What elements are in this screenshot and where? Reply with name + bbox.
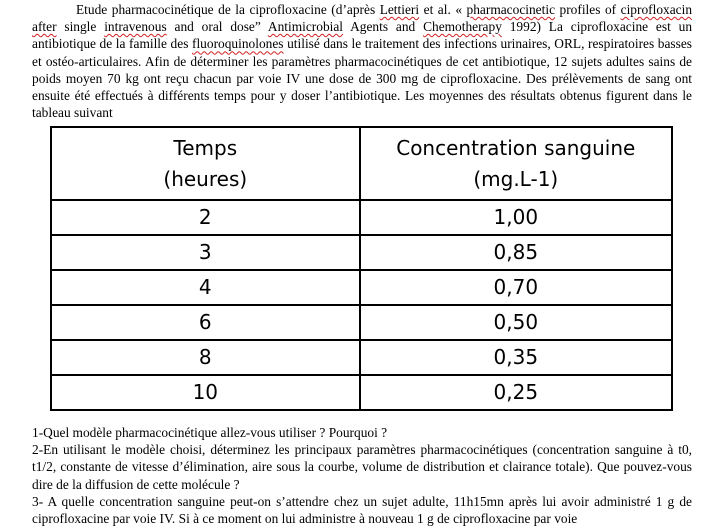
table-row (51, 270, 672, 305)
intro-text-part: Agents and (343, 19, 424, 35)
concentration-cell: 0,85 (360, 235, 672, 270)
author-name: Lettieri (379, 2, 420, 17)
time-cell: 10 (51, 375, 360, 410)
spellcheck-word: after (32, 19, 57, 35)
intro-text-part: et al. « (419, 2, 467, 17)
table-row (51, 235, 672, 270)
questions-section (32, 424, 692, 527)
concentration-cell: 0,25 (360, 375, 672, 410)
intro-text-part: utilisé dans le traitement des infections urinaires, ORL, respiratoires basses et ostéo-articulaires. Afin de déterminer les paramètres pharmacocinétiques de cet antibiotique, 12 sujets adultes sains de poids moyen 70 kg ont reçu chacun par voie IV une dose de 300 mg de ciprofloxacine. Des prélèvements de sang ont ensuite été effectués à différents temps pour y doser l’antibiotique. Les moyennes des résultats obtenus figurent dans le tableau suivant (32, 36, 693, 121)
time-cell: 8 (51, 340, 360, 375)
intro-text-part: Etude pharmacocinétique de la ciprofloxacine (d’après (76, 2, 380, 17)
question-1: 1-Quel modèle pharmacocinétique allez-vous utiliser ? Pourquoi ? (32, 425, 388, 440)
intro-text-part: profiles of (555, 2, 621, 17)
intro-text-part: 1992) La ciprofloxacine est un antibiotique de la famille des (32, 19, 693, 52)
concentration-cell: 0,50 (360, 305, 672, 340)
time-cell: 4 (51, 270, 360, 305)
header-time-label: Temps (173, 135, 238, 160)
intro-text-part: and oral dose” (166, 19, 268, 35)
time-cell: 3 (51, 235, 360, 270)
time-cell: 2 (51, 200, 360, 235)
spellcheck-word: ciprofloxacin (620, 2, 693, 17)
table-row (51, 340, 672, 375)
question-2: 2-En utilisant le modèle choisi, déterminez les principaux paramètres pharmacocinétiques (concentration sanguine à t0, t1/2, constante de vitesse d’élimination, aire sous la courbe, volume de distribution et clairance totale). Que pouvez-vous dire de la diffusion de cette molécule ? (32, 442, 692, 492)
question-3: 3- A quelle concentration sanguine peut-on s’attendre chez un sujet adulte, 11h15mn après lui avoir administré 1 g de ciprofloxacine par voie IV. Si à ce moment on lui administre à nouveau 1 g de ciprofloxacine par voie (32, 493, 692, 527)
intro-text (32, 1, 692, 121)
intro-paragraph (32, 1, 692, 121)
spellcheck-word: pharmacocinetic (466, 2, 556, 17)
spellcheck-word: intravenous (104, 19, 167, 35)
header-time (51, 127, 360, 200)
time-cell: 6 (51, 305, 360, 340)
table-row (51, 305, 672, 340)
concentration-cell: 0,35 (360, 340, 672, 375)
header-concentration-label: Concentration sanguine (396, 135, 636, 160)
header-concentration (360, 127, 672, 200)
concentration-cell: 0,70 (360, 270, 672, 305)
concentration-cell: 1,00 (360, 200, 672, 235)
table-row (51, 375, 672, 410)
header-time-unit: (heures) (163, 166, 248, 191)
table-header-row (51, 127, 672, 200)
intro-text-part: single (56, 19, 105, 35)
table-row (51, 200, 672, 235)
concentration-table (50, 126, 673, 411)
spellcheck-word: fluoroquinolones (192, 36, 284, 52)
spellcheck-word: Antimicrobial (267, 19, 344, 35)
spellcheck-word: Chemotherapy (423, 19, 502, 35)
header-concentration-unit: (mg.L-1) (473, 166, 559, 191)
